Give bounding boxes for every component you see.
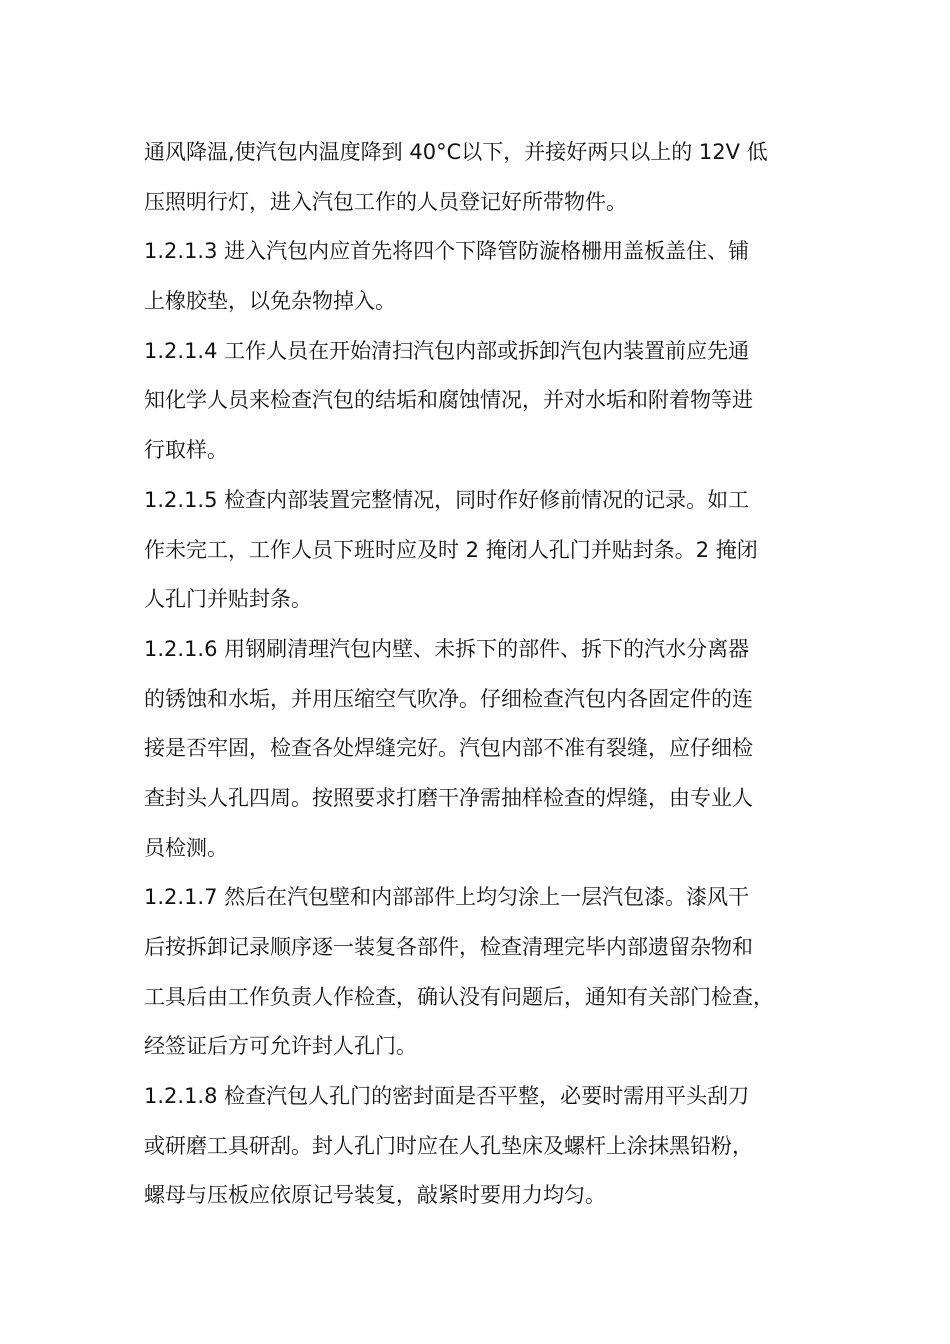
text-line: 上橡胶垫，以免杂物掉入。 bbox=[144, 289, 396, 314]
text-line: 1.2.1.6 用钢刷清理汽包内壁、未拆下的部件、拆下的汽水分离器 bbox=[144, 636, 750, 661]
paragraph-1-2-1-7 bbox=[144, 873, 824, 1072]
text-line: 工具后由工作负责人作检查，确认没有问题后，通知有关部门检查， bbox=[144, 984, 774, 1009]
text-line: 1.2.1.4 工作人员在开始清扫汽包内部或拆卸汽包内装置前应先通 bbox=[144, 338, 750, 363]
text-line: 员检测。 bbox=[144, 835, 228, 860]
text-line: 行取样。 bbox=[144, 438, 228, 463]
text-line: 1.2.1.5 检查内部装置完整情况，同时作好修前情况的记录。如工 bbox=[144, 487, 750, 512]
paragraph-continuation bbox=[144, 128, 824, 227]
text-line: 1.2.1.8 检查汽包人孔门的密封面是否平整，必要时需用平头刮刀 bbox=[144, 1084, 750, 1109]
text-line: 作未完工，工作人员下班时应及时 2 掩闭人孔门并贴封条。2 掩闭 bbox=[144, 537, 758, 562]
text-line: 压照明行灯，进入汽包工作的人员登记好所带物件。 bbox=[144, 189, 627, 214]
text-line: 接是否牢固，检查各处焊缝完好。汽包内部不准有裂缝，应仔细检 bbox=[144, 736, 753, 761]
text-line: 的锈蚀和水垢，并用压缩空气吹净。仔细检查汽包内各固定件的连 bbox=[144, 686, 753, 711]
text-line: 知化学人员来检查汽包的结垢和腐蚀情况，并对水垢和附着物等进 bbox=[144, 388, 753, 413]
paragraph-1-2-1-8 bbox=[144, 1072, 824, 1221]
paragraph-1-2-1-4 bbox=[144, 327, 824, 476]
document-body bbox=[144, 128, 824, 1221]
text-line: 查封头人孔四周。按照要求打磨干净需抽样检查的焊缝，由专业人 bbox=[144, 785, 753, 810]
text-line: 后按拆卸记录顺序逐一装复各部件，检查清理完毕内部遗留杂物和 bbox=[144, 935, 753, 959]
text-line: 经签证后方可允许封人孔门。 bbox=[144, 1034, 417, 1059]
paragraph-1-2-1-3 bbox=[144, 227, 824, 326]
text-line: 1.2.1.7 然后在汽包壁和内部部件上均匀涂上一层汽包漆。漆风干 bbox=[144, 885, 750, 910]
text-line: 人孔门并贴封条。 bbox=[144, 587, 312, 612]
text-line: 1.2.1.3 进入汽包内应首先将四个下降管防漩格栅用盖板盖住、铺 bbox=[144, 239, 750, 264]
paragraph-1-2-1-5 bbox=[144, 476, 824, 625]
text-line: 螺母与压板应依原记号装复，敲紧时要用力均匀。 bbox=[144, 1183, 606, 1208]
paragraph-1-2-1-6 bbox=[144, 625, 824, 873]
text-line: 或研磨工具研刮。封人孔门时应在人孔垫床及螺杆上涂抹黑铅粉， bbox=[144, 1133, 753, 1158]
text-line: 通风降温,使汽包内温度降到 40°C以下，并接好两只以上的 12V 低 bbox=[144, 140, 768, 164]
